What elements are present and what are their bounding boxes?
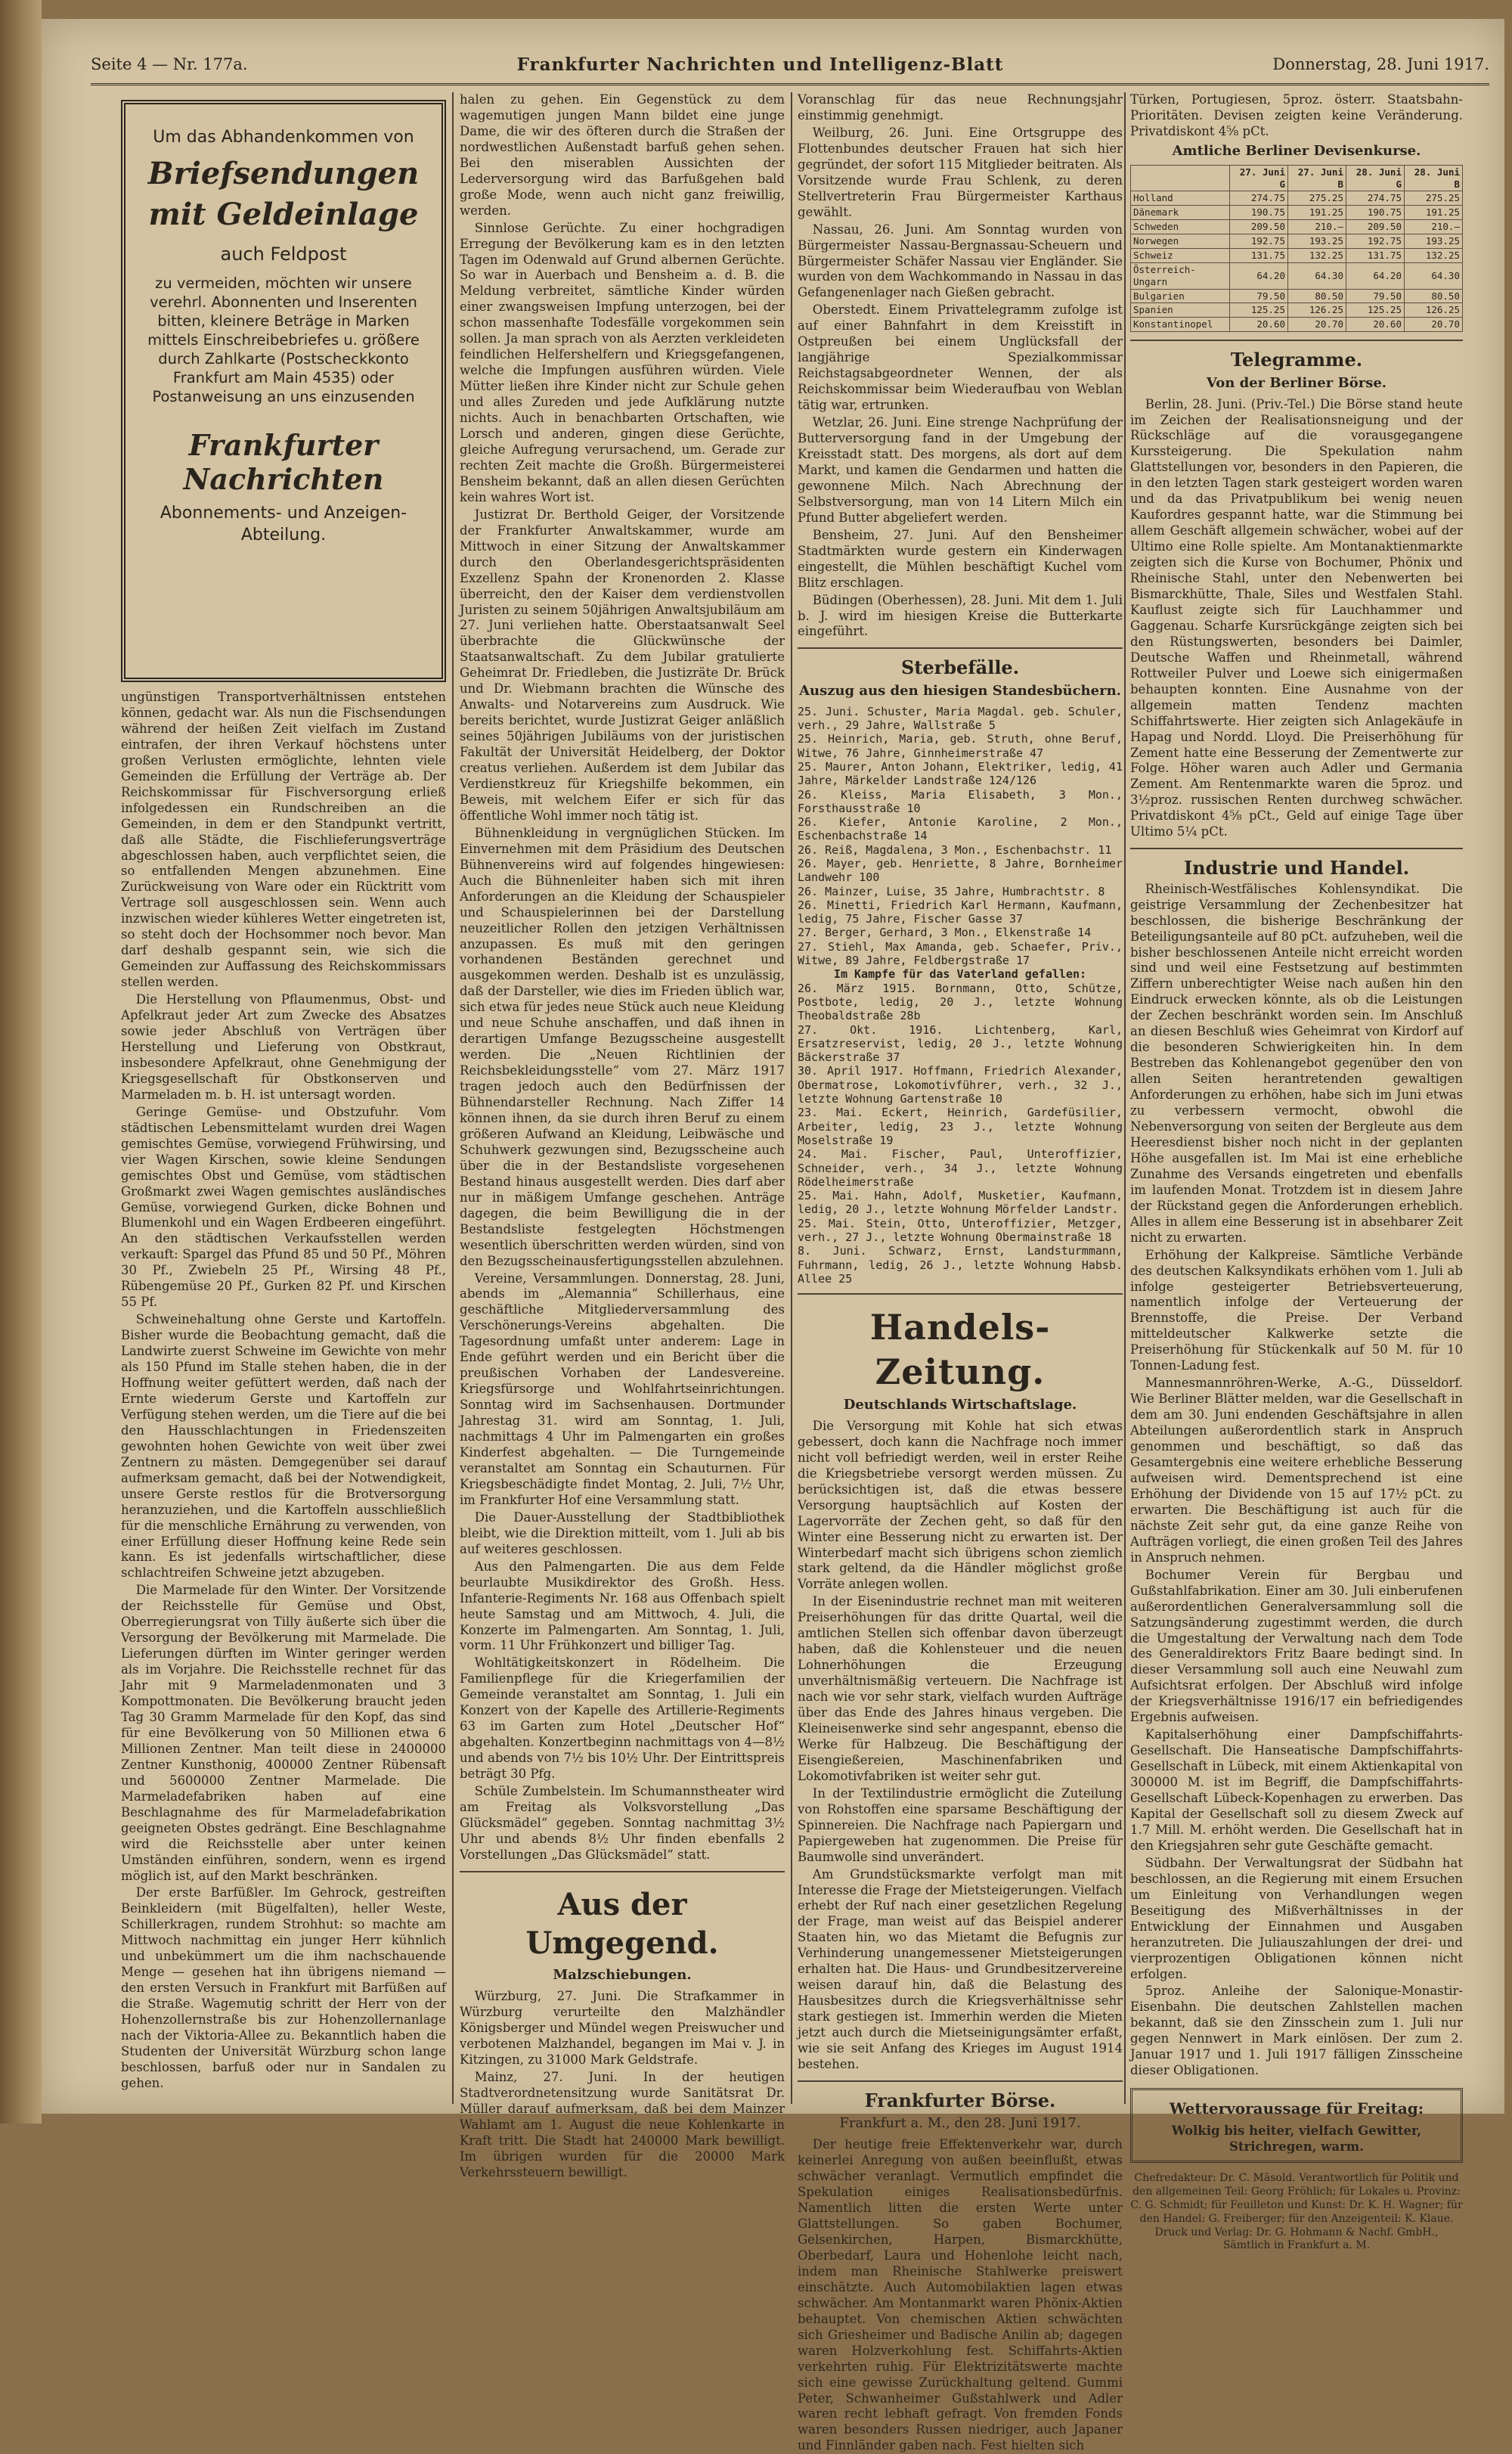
column-2 [460, 92, 785, 2179]
death-entry: 26. Kleiss, Maria Elisabeth, 3 Mon., Forsthausstraße 10 [798, 787, 1123, 815]
article-paragraph: In der Eisenindustrie rechnet man mit weiteren Preiserhöhungen für das dritte Quartal, weil die amtlichen Stellen sich offenbar davon überzeugt haben, daß die Kohlensteuer und die neuen Lohnerhöhungen die Erzeugung unverhältnismäßig verteuern. Die Nachfrage ist nach wie vor sehr stark, vielfach wurden Aufträge über das Ende des Jahres hinaus vergeben. Die Kleineisenwerke sind sehr angespannt, ebenso die Werke für Halbzeug. Die Beschäftigung der Eisengießereien, Maschinenfabriken und Lokomotivfabriken ist weiter sehr gut. [798, 1594, 1123, 1783]
ad-title-line-2: mit Geldeinlage [148, 196, 419, 232]
article-paragraph: Würzburg, 27. Juni. Die Strafkammer in Würzburg verurteilte den Malzhändler Königsberger und Mündel wegen Preiswucher und verbotenen Malzhandel, begangen im Mai v. J. in Kitzingen, zu 31000 Mark Geldstrafe. [460, 1989, 785, 2068]
section-heading-sterbefaelle: Sterbefälle. [900, 656, 1020, 679]
article-paragraph: Bochumer Verein für Bergbau und Gußstahlfabrikation. Einer am 30. Juli einberufenen außerordentlichen Generalversammlung soll die Satzungsänderung zugestimmt werden, die durch die Umgestaltung der Verwaltung nach dem Tode des Generaldirektors Fritz Baare bedingt sind. In dieser Versammlung soll auch eine Neuwahl zum Aufsichtsrat erfolgen. Der Abschluß wird infolge der Kriegsverhältnisse 1916/17 ein befriedigendes Ergebnis aufweisen. [1130, 1567, 1463, 1725]
death-entry: 8. Juni. Schwarz, Ernst, Landsturmmann, Fuhrmann, ledig, 26 J., letzte Wohnung Habsb. Allee 25 [798, 1244, 1123, 1286]
section-heading-umgegend: Aus der Umgegend. [525, 1886, 719, 1961]
table-cell: 80.50 [1287, 289, 1346, 303]
table-cell: Bulgarien [1131, 289, 1230, 303]
death-entry: 30. April 1917. Hoffmann, Friedrich Alexander, Obermatrose, Lokomotivführer, verh., 32 J., letzte Wohnung Gartenstraße 10 [798, 1064, 1123, 1106]
article-paragraph: Weilburg, 26. Juni. Eine Ortsgruppe des Flottenbundes deutscher Frauen hat sich hier gegründet, der sofort 115 Mitglieder beitraten. Als Vorsitzende wurde Frau Schlenk, zu deren Stellvertreterin Frau Bürgermeister Karthaus gewählt. [798, 125, 1123, 219]
table-row [1131, 318, 1463, 332]
article-paragraph: Südbahn. Der Verwaltungsrat der Südbahn hat beschlossen, an die Regierung mit einem Ersuchen um Einleitung von Verhandlungen wegen Beseitigung des Mißverhältnisses in der Entwicklung der Einnahmen und Ausgaben heranzutreten. Die Juliauszahlungen der drei- und vierprozentigen Obligationen können nicht erfolgen. [1130, 1855, 1463, 1981]
ad-brand-line-2: Nachrichten [183, 462, 384, 497]
fallen-soldiers-heading: Im Kampfe für das Vaterland gefallen: [833, 967, 1087, 982]
table-header-cell: 28. Juni B [1404, 165, 1462, 191]
section-heading-boerse: Frankfurter Börse. [864, 2089, 1056, 2111]
article-paragraph: Aus den Palmengarten. Die aus dem Felde beurlaubte Musikdirektor des Großh. Hess. Infanterie-Regiments Nr. 168 aus Offenbach spielt heute Samstag und am Mittwoch, 4. Juli, die Konzerte im Palmengarten. Am Sonntag, 1. Juli, vorm. 11 Uhr Frühkonzert und billiger Tag. [460, 1559, 785, 1653]
table-cell: Konstantinopel [1131, 318, 1230, 332]
death-entry: 25. Mai. Hahn, Adolf, Musketier, Kaufmann, ledig, 20 J., letzte Wohnung Mörfelder Landstr. [798, 1189, 1123, 1217]
ad-brand-line-1: Frankfurter [188, 427, 379, 462]
advertisement-box [121, 100, 446, 682]
article-paragraph: Oberstedt. Einem Privattelegramm zufolge ist auf einer Bahnfahrt in dem Kreisstift in Ostpreußen bei einem Unglücksfall der langjährige Spezialkommissar Reichstagsabgeordneter Wennen, der als Reichskommissar beim Wiederaufbau von Weblan tätig war, ertrunken. [798, 302, 1123, 413]
article-paragraph: Bühnenkleidung in vergnüglichen Stücken. Im Einvernehmen mit dem Präsidium des Deutschen Bühnenvereins wird auf folgendes hingewiesen: Auch die Bühnenleiter haben sich mit ihren Anforderungen an die Kleidung der Schauspieler und Schauspielerinnen bei der Darstellung neuzeitlicher Rollen den jetzigen Verhältnissen anzupassen. Es muß mit den geringen vorhandenen Beständen gerechnet und ausgekommen werden. Deshalb ist es unzulässig, daß der Darsteller, wie dies im Frieden üblich war, sich etwa für jedes neue Stück auch neue Kleidung und neue Schuhe anschaffen, und daß ihnen in derartigen Umfange Bezugsscheine ausgestellt werden. Die „Neuen Richtlinien der Reichsbekleidungsstelle“ vom 27. März 1917 tragen jedoch auch den Bedürfnissen der Bühnendarsteller Rechnung. Nach Ziffer 14 können ihnen, da sie durch ihren Beruf zu einem größeren Aufwand an Kleidung, Leibwäsche und Schuhwerk gezwungen sind, Bezugsscheine auch über die in der Bestandsliste vorgesehenen Bestand hinaus ausgestellt werden. Dies darf aber nur in mäßigem Umfange geschehen. Anträge dagegen, die beim Bewilligung die in der Bestandsliste festgelegten Höchstmengen wesentlich überschritten werden würden, sind von den Bezugsscheinausfertigungsstellen abzulehnen. [460, 825, 785, 1268]
header-date: Donnerstag, 28. Juni 1917. [1272, 55, 1489, 73]
weather-heading: Wettervoraussage für Freitag: [1169, 2099, 1424, 2118]
table-cell: 210.— [1287, 220, 1346, 234]
article-paragraph: Mainz, 27. Juni. In der heutigen Stadtverordnetensitzung wurde Sanitätsrat Dr. Müller darauf aufmerksam, daß bei dem Mainzer Wahlamt am 1. August die neue Kohlenkarte in Kraft tritt. Die Stadt hat 240000 Mark bewilligt. Im übrigen wurden für die 20000 Mark Verkehrssteuern bewilligt. [460, 2070, 785, 2179]
fx-rate-table [1130, 165, 1463, 333]
table-cell: 20.60 [1229, 318, 1287, 332]
table-cell: 132.25 [1404, 248, 1462, 262]
table-cell: 192.75 [1229, 234, 1287, 249]
table-row [1131, 220, 1463, 234]
death-entry: 27. Okt. 1916. Lichtenberg, Karl, Ersatzreservist, ledig, 20 J., letzte Wohnung Bäckerstraße 37 [798, 1022, 1123, 1065]
death-entry: 25. Mai. Stein, Otto, Unteroffizier, Metzger, verh., 27 J., letzte Wohnung Obermainstraße 18 [798, 1216, 1123, 1245]
section-divider [1130, 848, 1463, 849]
table-cell: 192.75 [1346, 234, 1404, 249]
table-row [1131, 206, 1463, 220]
table-cell: 126.25 [1404, 303, 1462, 318]
death-entry: 23. Mai. Eckert, Heinrich, Gardefüsilier, Arbeiter, ledig, 23 J., letzte Wohnung Moselstraße 19 [798, 1106, 1123, 1147]
ad-title-line-1: Briefsendungen [147, 155, 420, 191]
table-cell: 275.25 [1287, 191, 1346, 206]
subheading: Von der Berliner Börse. [1206, 374, 1387, 391]
table-cell: Schweden [1131, 220, 1230, 234]
table-cell: 64.30 [1287, 262, 1346, 289]
death-entry: 27. Berger, Gerhard, 3 Mon., Elkenstraße 14 [798, 926, 1092, 940]
table-cell: 64.30 [1404, 262, 1462, 289]
table-cell: 125.25 [1346, 303, 1404, 318]
section-heading-industrie: Industrie und Handel. [1183, 857, 1410, 880]
imprint: Chefredakteur: Dr. C. Mäsold. Verantwortlich für Politik und den allgemeinen Teil: Georg Fröhlich; für Lokales u. Provinz: C. G. Schmidt; für Feuilleton und Kunst: Dr. K. H. Wagner; für den Handel: G. Freiberger; für den Anzeigenteil: K. Klaue. Druck und Verlag: Dr. G. Hohmann & Nachf. GmbH., Sämtlich in Frankfurt a. M. [1130, 2172, 1463, 2252]
death-entry: 26. Kiefer, Antonie Karoline, 2 Mon., Eschenbachstraße 14 [798, 815, 1123, 843]
table-header-cell [1131, 165, 1230, 191]
table-cell: 64.20 [1346, 262, 1404, 289]
death-entry: 26. Mayer, geb. Henriette, 8 Jahre, Bornheimer Landwehr 100 [798, 857, 1123, 885]
article-paragraph: Die Marmelade für den Winter. Der Vorsitzende der Reichsstelle für Gemüse und Obst, Oberregierungsrat von Tilly äußerte sich über die Versorgung der Bevölkerung mit Marmelade. Die Lieferungen dürften im Winter geringer werden als im Vorjahre. Die Reichsstelle rechnet für das Jahr mit 9 Marmeladenmonaten und 3 Kompottmonaten. Die Bevölkerung braucht jeden Tag 30 Gramm Marmelade für den Kopf, das sind für eine Bevölkerung von 50 Millionen etwa 6 Millionen Zentner. Man teilt diese in 2400000 Zentner Kunsthonig, 400000 Zentner Rübensaft und 5600000 Zentner Marmelade. Die Marmeladefabriken haben auf eine Beschlagnahme des für Marmeladefabrikation geeigneten Obstes gedrängt. Eine Beschlagnahme wird die Reichsstelle aber unter keinen Umständen einführen, sondern, wenn es irgend möglich ist, auf den Markt beschränken. [121, 1583, 446, 1883]
section-divider [460, 1871, 785, 1872]
article-paragraph: Vereine, Versammlungen. Donnerstag, 28. Juni, abends im „Alemannia“ Schillerhaus, eine geschäftliche Mitgliederversammlung des Verschönerungs-Vereins abgehalten. Die Tagesordnung umfaßt unter anderem: Lage in Ende geführt werden und ein Bericht über die preußischen Vorhaben der Landesvereine. Kriegsfürsorge und Wohlfahrtseinrichtungen. Sonntag wird im Sachsenhausen. Dortmunder Jahrestag 31. wird am Sonntag, 1. Juli, nachmittags 4 Uhr im Palmengarten ein großes Kinderfest abgehalten. — Die Turngemeinde veranstaltet am Sonntag ein Schauturnen. Für Kriegsbeschädigte findet Montag, 2. Juli, 7½ Uhr, im Frankfurter Hof eine Versammlung statt. [460, 1270, 785, 1507]
article-paragraph: Nassau, 26. Juni. Am Sonntag wurden von Bürgermeister Nassau-Bergnassau-Scheuern und Bürgermeister Schäfer Nassau vier Engländer. Sie wurden von dem Wachkommando in Nassau in das Gefangenenlager nach Gießen gebracht. [798, 222, 1123, 300]
section-divider [798, 647, 1123, 649]
column-1 [121, 92, 446, 2104]
table-cell: Norwegen [1131, 234, 1230, 249]
section-divider [1130, 340, 1463, 341]
table-cell: 274.75 [1346, 191, 1404, 206]
table-cell: 79.50 [1229, 289, 1287, 303]
table-row [1131, 262, 1463, 289]
article-paragraph: Voranschlag für das neue Rechnungsjahr einstimmig genehmigt. [798, 92, 1123, 123]
article-paragraph: Rheinisch-Westfälisches Kohlensyndikat. Die geistrige Versammlung der Zechenbesitzer hat beschlossen, die bisherige Beschränkung der Beteiligungsanteile auf 80 pCt. aufzuheben, weil die bisher beschlossenen Anteile nicht erreicht worden sind und weil eine Festsetzung auf bestimmten Ziffern unberechtigter Weise nach außen hin den Eindruck erwecken könnte, als ob die Leistungen der Zechen beschränkt worden sein. Im Anschluß an diesen Beschluß wies Geheimrat von Kirdorf auf die besonderen Schwierigkeiten hin. In dem Bestreben das Kohlenangebot gegenüber den von allen Seiten herantretenden gewaltigen Anforderungen zu erhöhen, habe sich im Juni etwas zu verbessern vermocht, obwohl die Nebenversorgung von seiten der Bergleute aus dem Heeresdienst bisher noch nicht in der geplanten Höhe ausgefallen ist. Im Mai ist eine erhebliche Zunahme des Versands eingetreten und ebenfalls im laufenden Monat. Trotzdem ist in diesem Jahre der Rückstand gegen die Anforderungen erheblich. Alles in allem eine Besserung ist in absehbarer Zeit nicht zu erwarten. [1130, 881, 1463, 1245]
fx-table-title: Amtliche Berliner Devisenkurse. [1172, 142, 1421, 159]
article-paragraph: Türken, Portugiesen, 5proz. österr. Staatsbahn-Prioritäten. Devisen zeigten keine Veränderung. Privatdiskont 4⅝ pCt. [1130, 92, 1463, 138]
table-cell: 191.25 [1404, 206, 1462, 220]
table-cell: 190.75 [1346, 206, 1404, 220]
section-divider [798, 1293, 1123, 1295]
table-cell: Holland [1131, 191, 1230, 206]
column-4 [1130, 92, 1463, 2252]
table-cell: 190.75 [1229, 206, 1287, 220]
table-cell: Schweiz [1131, 248, 1230, 262]
table-cell: 20.70 [1287, 318, 1346, 332]
table-cell: 275.25 [1404, 191, 1462, 206]
article-paragraph: Schüle Zumbelstein. Im Schumannstheater wird am Freitag als Volksvorstellung „Das Glücksmädel“ gegeben. Sonntag nachmittag 3½ Uhr und abends 8½ Uhr finden ebenfalls 2 Vorstellungen „Das Glücksmädel“ statt. [460, 1784, 785, 1862]
table-cell: 209.50 [1229, 220, 1287, 234]
ad-feldpost: auch Feldpost [220, 243, 347, 265]
article-paragraph: Justizrat Dr. Berthold Geiger, der Vorsitzende der Frankfurter Anwaltskammer, wurde am Mittwoch in einer Sitzung der Anwaltskammer durch den Oberlandesgerichtspräsidenten Exzellenz Spahn der Kronenorden 2. Klasse überreicht, den der Kaiser dem verdienstvollen Juristen zu seinem 50jährigen Anwaltsjubiläum am 27. Juni verliehen hatte. Oberstaatsanwalt Seel überbrachte die Glückwünsche der Staatsanwaltschaft. Zu dem Jubilar gratulierte Geheimrat Dr. Friedleben, die Justizräte Dr. Brück und Dr. Wiebmann brachten die Wünsche des Anwalts- und Notarvereins zum Ausdruck. Wie bereits berichtet, wurde Justizrat Geiger anläßlich seines 50jährigen Jubiläums von der juristischen Fakultät der Universität Heidelberg, der Doktor creatus verliehen. Außerdem ist dem Jubilar das Verdienstkreuz für Kriegshilfe bekommen, ein Beweis, mit welchem Eifer er sich für das öffentliche Wohl immer noch tätig ist. [460, 507, 785, 823]
death-entry: 27. Stiehl, Max Amanda, geb. Schaefer, Priv., Witwe, 89 Jahre, Feldbergstraße 17 [798, 939, 1123, 968]
death-entry: 26. Mainzer, Luise, 35 Jahre, Humbrachtstr. 8 [798, 884, 1105, 898]
table-row [1131, 289, 1463, 303]
section-divider [798, 2080, 1123, 2082]
article-paragraph: Kapitalserhöhung einer Dampfschiffahrts-Gesellschaft. Die Hanseatische Dampfschiffahrts-Gesellschaft in Lübeck, mit einem Aktienkapital von 300000 M. ist im Begriff, die Dampfschiffahrts-Gesellschaft Lübeck-Kopenhagen zu erwerben. Das Kapital der Gesellschaft soll zu diesem Zweck auf 1.7 Mill. M. erhöht werden. Die Gesellschaft hat in den Kriegsjahren sehr gute Geschäfte gemacht. [1130, 1727, 1463, 1853]
article-paragraph: 5proz. Anleihe der Salonique-Monastir-Eisenbahn. Die deutschen Zahlstellen machen bekannt, daß sie den Zinsschein zum 1. Juli nur gegen Nennwert in Mark einlösen. Der zum 2. Januar 1917 und 1. Juli 1917 fälligen Zinsscheine dieser Obligationen. [1130, 1984, 1463, 2078]
table-cell: Dänemark [1131, 206, 1230, 220]
death-entry: 26. März 1915. Bornmann, Otto, Schütze, Postbote, ledig, 20 J., letzte Wohnung Theobaldstraße 28b [798, 981, 1123, 1023]
article-paragraph: Sinnlose Gerüchte. Zu einer hochgradigen Erregung der Bevölkerung kam es in den letzten Tagen im Odenwald auf Grund albernen Gerüchte. So war in Auerbach und Bensheim a. d. B. die Meldung verbreitet, sämtliche Kinder würden einer zwangsweisen Impfung unterzogen, bei der schon massenhafte Todesfälle vorgekommen sein sollen. Ja man sprach von als Aerzten verkleideten feindlichen Helfershelfern und Kriegsgefangenen, welche die Impfungen ausführen würden. Viele Mütter ließen ihre Kinder nicht zur Schule gehen und alles Zureden und jede Aufklärung nutzte nichts. Auch in benachbarten Ortschaften, wie Lorsch und anderen, gingen diese Gerüchte, gleiche Aufregung verursachend, um. Gerade zur rechten Zeit machte die Großh. Bürgermeisterei Bensheim bekannt, daß an allen diesen Gerüchten kein wahres Wort ist. [460, 220, 785, 504]
death-entry: 25. Juni. Schuster, Maria Magdal. geb. Schuler, verh., 29 Jahre, Wallstraße 5 [798, 704, 1123, 733]
table-cell: Spanien [1131, 303, 1230, 318]
weather-box [1130, 2088, 1463, 2163]
table-header-cell: 28. Juni G [1346, 165, 1404, 191]
death-entry: 26. Reiß, Magdalena, 3 Mon., Eschenbachstr. 11 [798, 842, 1112, 857]
table-cell: 125.25 [1229, 303, 1287, 318]
ad-department: Abonnements- und Anzeigen-Abteilung. [160, 503, 407, 544]
article-paragraph: In der Textilindustrie ermöglicht die Zuteilung von Rohstoffen eine sparsame Beschäftigung der Spinnereien. Die Nachfrage nach Papiergarn und Papiergeweben hat zugenommen. Die Preise für Baumwolle sind unverändert. [798, 1785, 1123, 1864]
article-paragraph: Der erste Barfüßler. Im Gehrock, gestreiften Beinkleidern (mit Bügelfalten), heller Weste, Schillerkragen, rundem Strohhut: so machte am Mittwoch nachmittag ein junger Herr kühnlich und unbekümmert um die ihm nachschauende Menge — gesehen hat ihn übrigens niemand — den ersten Versuch in Frankfurt mit Barfüßen auf die Straße. Wagemutig schritt der Herr von der Hohenzollernstraße bis zur Hohenzollernanlage nach der Viktoria-Allee zu. Bekanntlich haben die Studenten der Universität Würzburg schon lange beschlossen, barfuß oder nur in Sandalen zu gehen. [121, 1885, 446, 2090]
section-heading-handels-zeitung: Handels-Zeitung. [869, 1307, 1051, 1392]
article-paragraph: Die Versorgung mit Kohle hat sich etwas gebessert, doch kann die Nachfrage noch immer nicht voll befriedigt werden, weil in erster Reihe die Kriegsbetriebe versorgt werden müssen. Zu berücksichtigen ist, daß die etwas bessere Versorgung hauptsächlich auf Kosten der Lagervorräte der Zechen geht, so daß für den Winter eine Besserung nicht zu erwarten ist. Der Winterbedarf macht sich übrigens schon ziemlich stark geltend, da die Händler möglichst große Vorräte anlegen wollen. [798, 1418, 1123, 1592]
article-paragraph: Die Herstellung von Pflaumenmus, Obst- und Apfelkraut jeder Art zum Zwecke des Absatzes sowie jeder Abschluß von Verträgen über Herstellung und Lieferung von Obstkraut, insbesondere Apfelkraut, ohne Genehmigung der Kriegsgesellschaft für Obstkonserven und Marmeladen m. b. H. ist untersagt worden. [121, 992, 446, 1102]
table-cell: 20.60 [1346, 318, 1404, 332]
table-cell: 132.25 [1287, 248, 1346, 262]
section-heading-telegramme: Telegramme. [1230, 349, 1363, 371]
header-masthead: Frankfurter Nachrichten und Intelligenz-Blatt [516, 54, 1004, 75]
article-paragraph: halen zu gehen. Ein Gegenstück zu dem wagemutigen jungen Mann bildet eine junge Dame, die wir des öfteren durch die Straßen der nordwestlichen Außenstadt barfuß gehen sehen. Bei den miserablen Aussichten der Lederversorgung wird das Barfußgehen bald große Mode, wenn auch nicht ganz freiwillig, werden. [460, 92, 785, 218]
table-row [1131, 234, 1463, 249]
subheading: Malzschiebungen. [553, 1967, 692, 1984]
column-3 [798, 92, 1123, 2453]
death-entry: 25. Heinrich, Maria, geb. Struth, ohne Beruf, Witwe, 76 Jahre, Ginnheimerstraße 47 [798, 732, 1123, 760]
article-paragraph: Bensheim, 27. Juni. Auf den Bensheimer Stadtmärkten wurde gestern ein Kinderwagen eingestellt, die Mühlen beschäftigt Kuchel vom Blitz erschlagen. [798, 527, 1123, 590]
ad-body: zu vermeiden, möchten wir unsere verehrl. Abonnenten und Inserenten bitten, kleinere Beträge in Marken mittels Einschreibebriefes u. größere durch Zahlkarte (Postscheckkonto Frankfurt am Main 4535) oder Postanweisung an uns einzusenden [147, 275, 420, 405]
column-rule [452, 92, 454, 2104]
table-row [1131, 303, 1463, 318]
table-cell: 209.50 [1346, 220, 1404, 234]
article-paragraph: Wetzlar, 26. Juni. Eine strenge Nachprüfung der Butterversorgung fand in der Umgebung der Kreisstadt statt. Des morgens, als dort auf dem Markt, und kamen die Gendarmen und hatten die gewonnene Milch. Nach Abrechnung der Selbstversorgung, man von 14 Litern Milch ein Pfund Butter abgeliefert werden. [798, 415, 1123, 525]
article-paragraph: Wohltätigkeitskonzert in Rödelheim. Die Familienpflege für die Kriegerfamilien der Gemeinde veranstaltet am Sonntag, 1. Juli ein Konzert von der Kapelle des Artillerie-Regiments 63 im Garten zum Hotel „Deutscher Hof“ abgehalten. Konzertbeginn nachmittags von 4—8½ und abends von 7½ bis 10½ Uhr. Der Eintrittspreis beträgt 30 Pfg. [460, 1655, 785, 1782]
column-rule [1124, 92, 1126, 2104]
article-paragraph: Berlin, 28. Juni. (Priv.-Tel.) Die Börse stand heute im Zeichen der Realisationsneigung und der Rückschläge auf die vorausgegangene Kurssteigerung. Die Spekulation nahm Glattstellungen vor, besonders in den Papieren, die in den letzten Tagen stark gesteigert worden waren und da das Privatpublikum bei wenig neuen Kaufordres gespannt hatte, war die Stimmung bei allem Geschäft allgemein schwächer, wobei auf der Ultimo eine Rolle spielte. Am Montanaktienmarkte zeigten sich die Kurse von Bochumer, Phönix und Rheinische Stahl, unter den Nebenwerten bei Bismarckhütte, Thale, Siles und Westfalen Stahl. Kauflust zeigte sich für Lauchhammer und Gaggenau. Scharfe Kursrückgänge zeigten sich bei den Rüstungswerten, besonders bei Daimler, Deutsche Waffen und Rheinmetall, während Rottweiler Pulver und Loewe sich einigermaßen behaupten konnten. Eine Ausnahme von der allgemein matten Tendenz machten Schiffahrtswerte. Hier zeigten sich Anlagekäufe in Hapag und Nordd. Lloyd. Die Preiserhöhung für Zement hatte eine Besserung der Zementwerte zur Folge. Höher waren auch Adler und Germania Zement. Am Rentenmarkte waren die 5proz. und 3½proz. russischen Renten durchweg schwächer. Privatdiskont 4⅝ pCt., Geld auf einige Tage über Ultimo 5¼ pCt. [1130, 396, 1463, 839]
article-paragraph: Büdingen (Oberhessen), 28. Juni. Mit dem 1. Juli b. J. wird im hiesigen Kreise die Butterkarte eingeführt. [798, 592, 1123, 639]
subheading: Auszug aus den hiesigen Standesbüchern. [799, 682, 1121, 699]
death-entry: 26. Minetti, Friedrich Karl Hermann, Kaufmann, ledig, 75 Jahre, Fischer Gasse 37 [798, 898, 1123, 926]
table-header-cell: 27. Juni G [1229, 165, 1287, 191]
article-paragraph: Geringe Gemüse- und Obstzufuhr. Vom städtischen Lebensmittelamt wurden drei Wagen gemischtes Gemüse, vorwiegend Frühwirsing, und vier Wagen Kirschen, sowie kleine Sendungen gemischtes Obst und Gemüse, vom städtischen Großmarkt zwei Wagen gemischtes ausländisches Gemüse, vorwiegend Gurken, dicke Bohnen und Blumenkohl und ein Wagen Erdbeeren eingeführt. An den städtischen Verkaufsstellen werden verkauft: Spargel das Pfund 85 und 50 Pf., Möhren 30 Pf., Zwiebeln 25 Pf., Wirsing 48 Pf., Rübengemüse 20 Pf., Gurken 82 Pf. und Kirschen 55 Pf. [121, 1104, 446, 1310]
subheading: Deutschlands Wirtschaftslage. [843, 1397, 1077, 1413]
table-cell: 193.25 [1404, 234, 1462, 249]
death-entry: 24. Mai. Fischer, Paul, Unteroffizier, Schneider, verh., 34 J., letzte Wohnung Rödelheimerstraße [798, 1147, 1123, 1189]
article-paragraph: Schweinehaltung ohne Gerste und Kartoffeln. Bisher wurde die Beobachtung gemacht, daß die Landwirte zuerst Schweine im Gewichte von mehr als 150 Pfund im Stalle stehen haben, die in der Hoffnung weiter gefüttert werden, daß nach der Ernte wiederum Gerste und Kartoffeln zur Verfügung stehen werden, um die Tiere auf die bei den Hausschlachtungen in Friedenszeiten gewohnten hohen Gewichte von weit über zwei Zentnern zu mästen. Demgegenüber sei darauf aufmerksam gemacht, daß bei der Notwendigkeit, unsere Gerste restlos für die Brotversorgung heranzuziehen, und die Kartoffeln ausschließlich für die menschliche Ernährung zu verwenden, von einer Erfüllung dieser Hoffnung keine Rede sein kann. Es ist jedenfalls wirtschaftlicher, diese schlachtreifen Schweine jetzt abzugeben. [121, 1312, 446, 1581]
table-cell: 80.50 [1404, 289, 1462, 303]
article-paragraph: ungünstigen Transportverhältnissen entstehen können, gedacht war. Als nun die Fischsendungen während der heißen Zeit vielfach im Zustand eintrafen, der ihren Verkauf höchstens unter großen Verlusten ermöglichte, lehnten viele Gemeinden die Erfüllung der Verträge ab. Der Reichskommissar für Fischversorgung erließ infolgedessen ein Rundschreiben an die Gemeinden, in dem er den Standpunkt vertritt, daß alle Städte, die Fischlieferungsverträge abgeschlossen haben, auch verpflichtet seien, die so entfallenden Mengen abzunehmen. Eine Zurückweisung von Ware oder ein Rücktritt vom Vertrage soll ausgeschlossen sein. Wenn auch inzwischen wieder kühleres Wetter eingetreten ist, so steht doch der Hochsommer noch bevor. Man darf deshalb gespannt sein, wie sich die Gemeinden zur Auffassung des Reichskommissars stellen werden. [121, 690, 446, 990]
weather-text: Wolkig bis heiter, vielfach Gewitter, Strichregen, warm. [1171, 2123, 1422, 2154]
table-row [1131, 191, 1463, 206]
page-header [91, 45, 1489, 85]
article-paragraph: Der heutige freie Effektenverkehr war, durch keinerlei Anregung von außen beeinflußt, etwas schwächer veranlagt. Vermutlich empfindet die Spekulation einiges Realisationsbedürfnis. Namentlich litten die ersten Werte unter Glattstellungen. So gaben Bochumer, Gelsenkirchen, Harpen, Bismarckhütte, Oberbedarf, Laura und Hohenlohe leicht nach, indem man Rheinische Stahlwerke preiswert einschätzte. Auch Automobilaktien lagen etwas schwächer. Am Montanmarkt waren Phönix-Aktien behauptet. Von chemischen Aktien schwächten sich Griesheimer und Badische Anilin ab; dagegen waren Holzverkohlung fest. Schiffahrts-Aktien verkehrten ruhig. Für Elektrizitätswerte machte sich eine gewisse Zurückhaltung geltend. Gummi Peter, Schwanheimer Gußstahlwerk und Adler waren recht lebhaft gefragt. Von fremden Fonds waren besonders Russen niedriger, auch Japaner und Finnländer gaben nach. Fest hielten sich [798, 2137, 1123, 2453]
table-cell: 79.50 [1346, 289, 1404, 303]
table-cell: 191.25 [1287, 206, 1346, 220]
table-cell: 193.25 [1287, 234, 1346, 249]
table-cell: 20.70 [1404, 318, 1462, 332]
table-cell: 64.20 [1229, 262, 1287, 289]
death-list [798, 705, 1123, 1286]
header-page-number: Seite 4 — Nr. 177a. [91, 55, 248, 73]
table-header-cell: 27. Juni B [1287, 165, 1346, 191]
ad-intro: Um das Abhandenkommen von [153, 128, 414, 147]
table-cell: 131.75 [1346, 248, 1404, 262]
table-row [1131, 248, 1463, 262]
table-cell: 131.75 [1229, 248, 1287, 262]
table-cell: Österreich-Ungarn [1131, 262, 1230, 289]
table-header-row [1131, 165, 1463, 191]
dateline: Frankfurt a. M., den 28. Juni 1917. [839, 2115, 1081, 2132]
column-rule [791, 92, 792, 2104]
article-paragraph: Erhöhung der Kalkpreise. Sämtliche Verbände des deutschen Kalksyndikats erhöhen vom 1. Juli ab infolge gesteigerter Betriebsverteuerung, namentlich infolge der Verteuerung der Brennstoffe, die Preise. Der Verband mitteldeutscher Kalkwerke setzte die Preiserhöhung für Stückenkalk auf 50 M. für 10 Tonnen-Ladung fest. [1130, 1247, 1463, 1373]
article-paragraph: Mannesmannröhren-Werke, A.-G., Düsseldorf. Wie Berliner Blätter melden, war die Gesellschaft in dem am 30. Juni endenden Geschäftsjahre in allen Abteilungen außerordentlich stark in Anspruch genommen und beschäftigt, so daß das Gesamtergebnis eine weitere erhebliche Besserung aufweisen wird. Dementsprechend ist eine Erhöhung der Dividende von 15 auf 17½ pCt. zu erwarten. Die Beschäftigung ist auch für die nächste Zeit sehr gut, da eine ganze Reihe von Aufträgen vorliegt, die einen großen Teil des Jahres in Anspruch nehmen. [1130, 1376, 1463, 1565]
article-paragraph: Die Dauer-Ausstellung der Stadtbibliothek bleibt, wie die Direktion mitteilt, vom 1. Juli ab bis auf weiteres geschlossen. [460, 1509, 785, 1556]
death-entry: 25. Maurer, Anton Johann, Elektriker, ledig, 41 Jahre, Märkelder Landstraße 124/126 [798, 759, 1123, 788]
article-paragraph: Am Grundstücksmarkte verfolgt man mit Interesse die Frage der Mietsteigerungen. Vielfach erhebt der Ruf nach einer gesetzlichen Regelung der Frage, man weist auf das Beispiel anderer Staaten hin, wo das Mietamt die Befugnis zur Verhinderung unangemessener Mietsteigerungen erhalten hat. Die Haus- und Grundbesitzervereine weisen darauf hin, daß die Belastung des Hausbesitzes durch die Kriegsverhältnisse sehr stark gestiegen ist. Immerhin werden die Mieten jetzt auch durch die Mietseinigungsämter erfaßt, wie sie seit Anfang des Krieges im August 1914 bestehen. [798, 1866, 1123, 2071]
table-cell: 274.75 [1229, 191, 1287, 206]
table-cell: 126.25 [1287, 303, 1346, 318]
book-spine [0, 0, 42, 2124]
table-cell: 210.— [1404, 220, 1462, 234]
